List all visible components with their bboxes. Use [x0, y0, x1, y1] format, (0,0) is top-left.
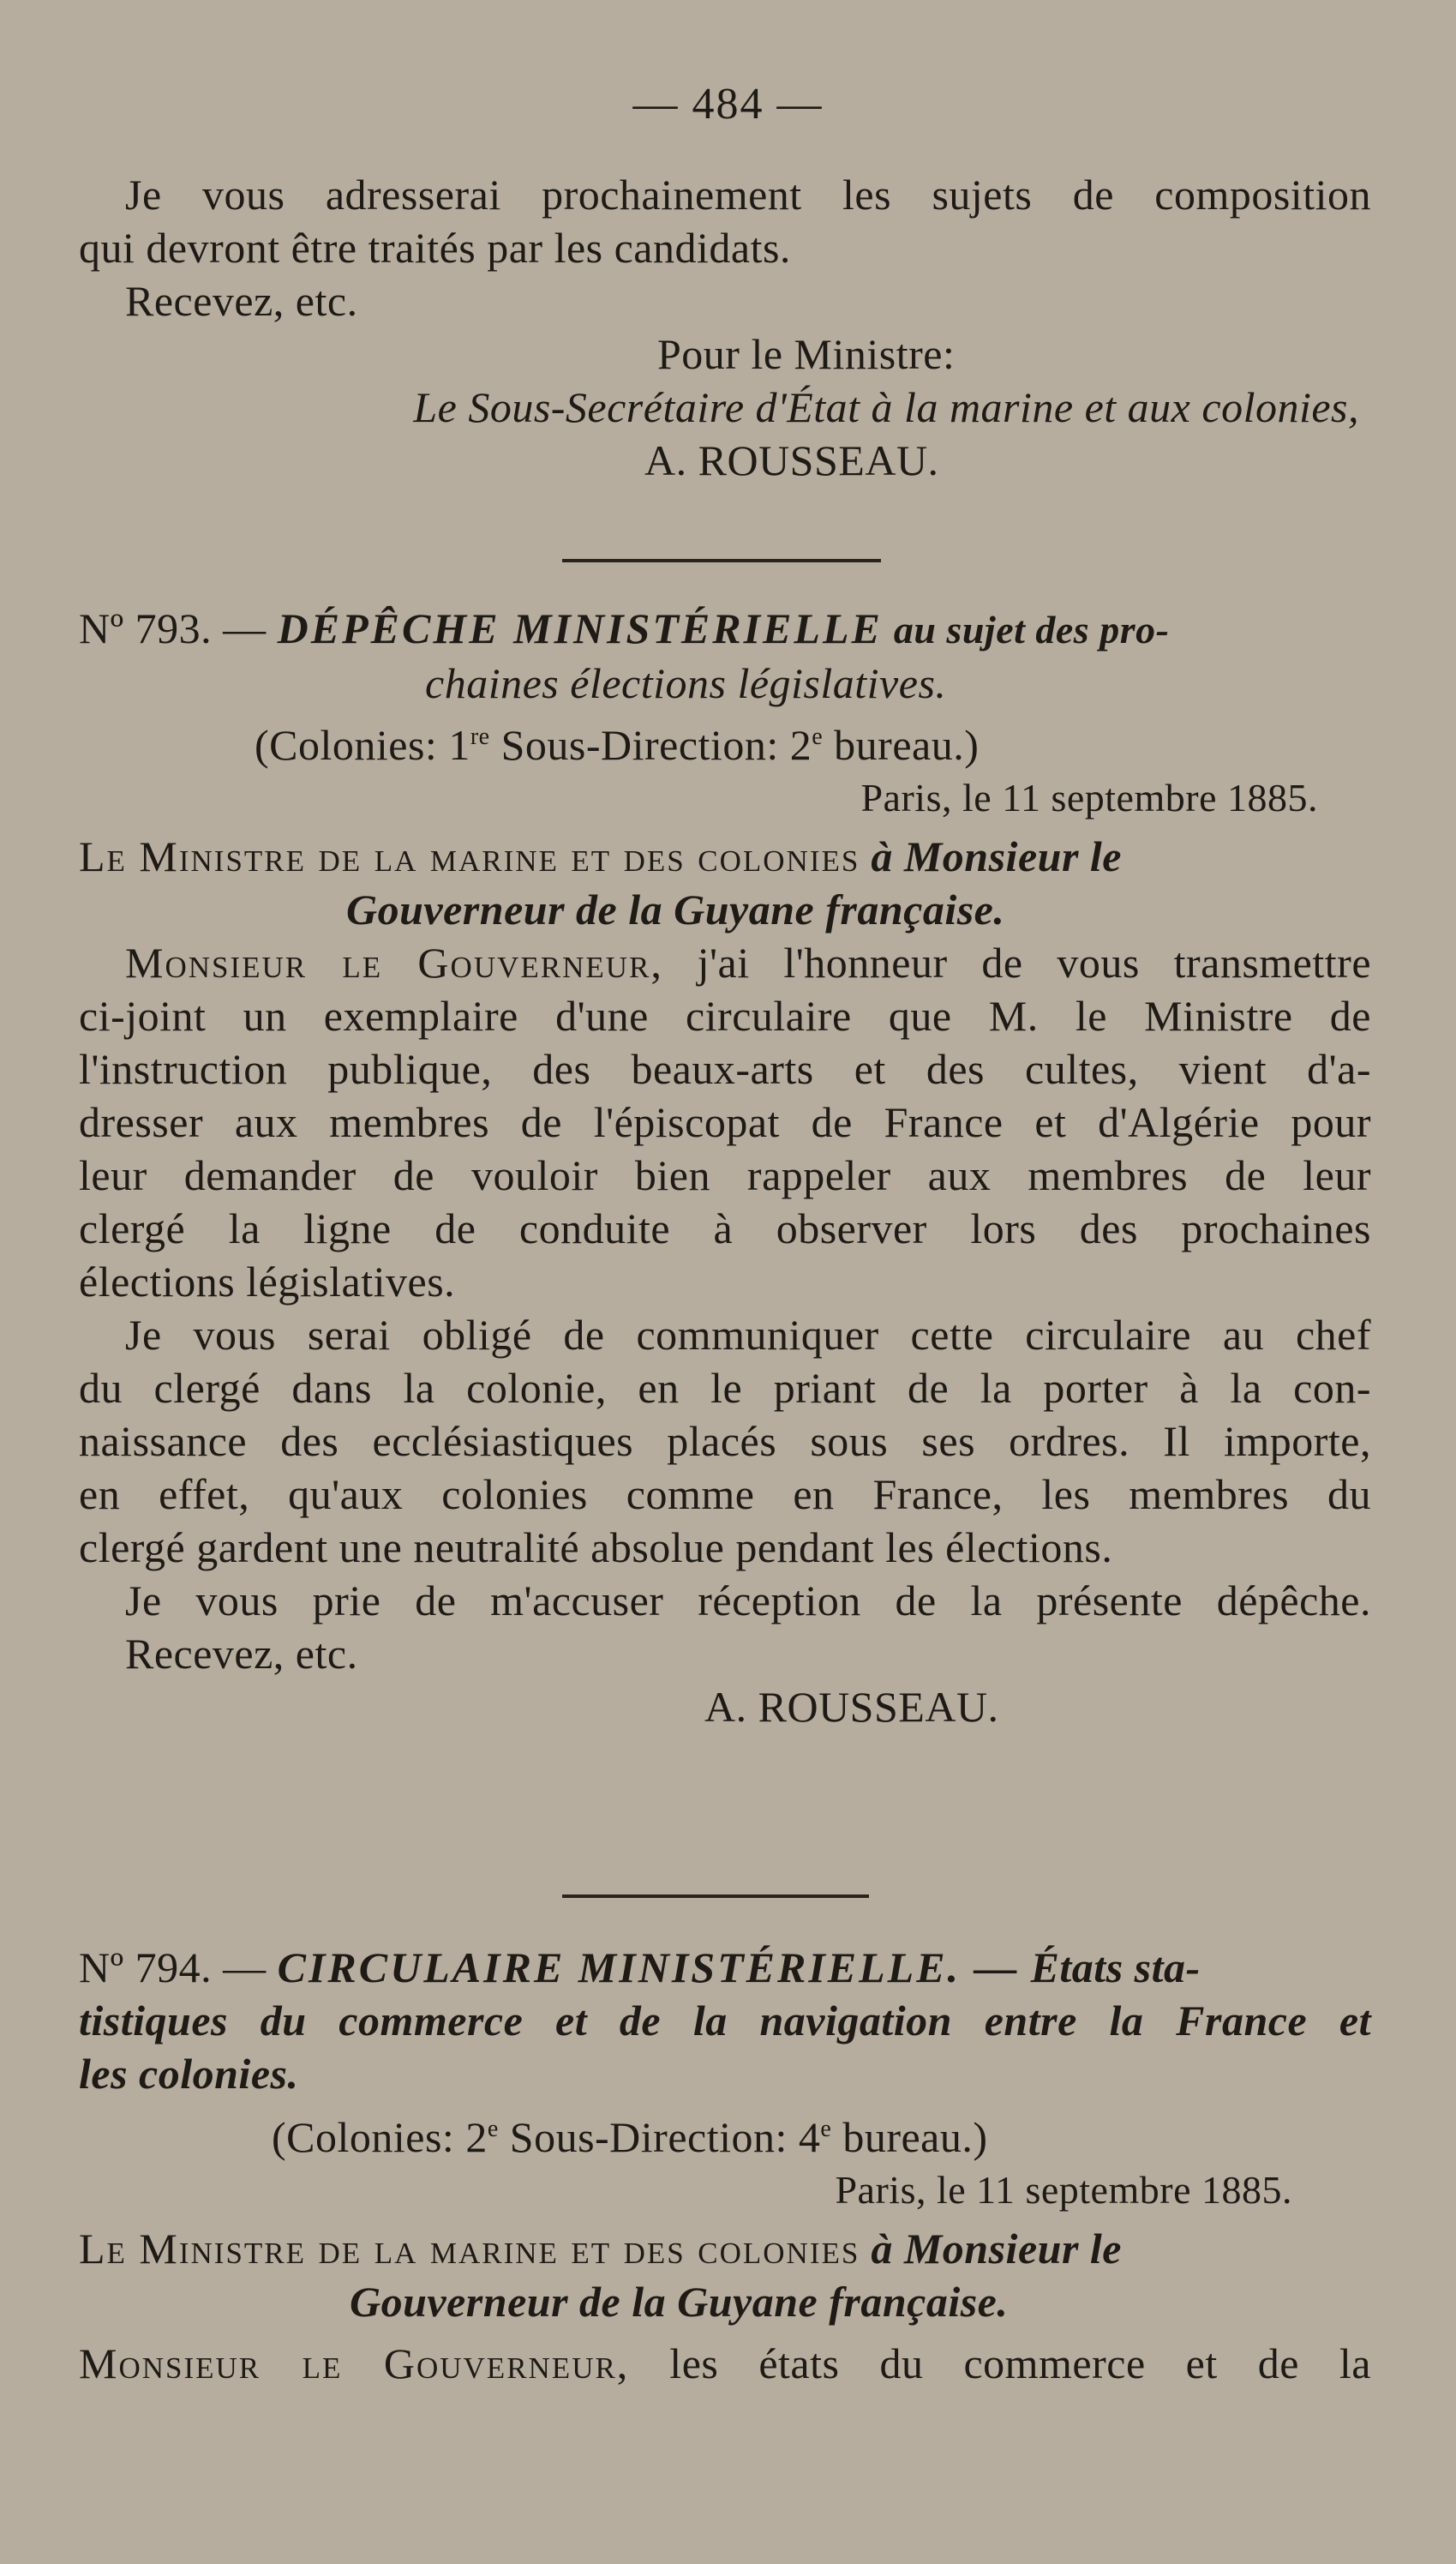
body-line: clergé gardent une neutralité absolue pendant les élections. [79, 1523, 1113, 1571]
body-line: Je vous serai obligé de communiquer cette circulaire au chef [125, 1311, 1371, 1359]
address-line: Le Ministre de la marine et des colonies à Monsieur le [79, 832, 1122, 880]
signature: A. ROUSSEAU. [644, 436, 939, 484]
text-line: Recevez, etc. [125, 277, 358, 325]
section-subject-cont: tistiques du commerce et de la navigation entre la France et [79, 1997, 1371, 2045]
section-793 [79, 602, 1371, 1733]
section-subject: au sujet des pro- [893, 608, 1170, 652]
body-line: clergé la ligne de conduite à observer lors des prochaines [79, 1204, 1371, 1252]
date-line: Paris, le 11 septembre 1885. [835, 2168, 1292, 2212]
direction-line: (Colonies: 2e Sous-Direction: 4e bureau.) [272, 2113, 988, 2161]
text-line: Je vous adresserai prochainement les sujets de composition [125, 171, 1371, 219]
section-title: CIRCULAIRE MINISTÉRIELLE. — [277, 1943, 1020, 1991]
body-line: naissance des ecclésiastiques placés sous ses ordres. Il importe, [79, 1417, 1371, 1465]
direction-line: (Colonies: 1re Sous-Direction: 2e bureau.) [255, 721, 980, 769]
section-number: Nº 794. — [79, 1943, 267, 1991]
continuation-block [79, 168, 1371, 487]
body-line: Je vous prie de m'accuser réception de la présente dépêche. [125, 1576, 1371, 1624]
signature: A. ROUSSEAU. [704, 1683, 999, 1731]
body-line: l'instruction publique, des beaux-arts et des cultes, vient d'a- [79, 1045, 1371, 1093]
text-line: qui devront être traités par les candidats. [79, 224, 791, 272]
body-line: leur demander de vouloir bien rappeler aux membres de leur [79, 1151, 1371, 1199]
address-line: Le Ministre de la marine et des colonies à Monsieur le [79, 2225, 1122, 2273]
section-title: DÉPÊCHE MINISTÉRIELLE [277, 604, 883, 652]
body-line: ci-joint un exemplaire d'une circulaire que M. le Ministre de [79, 992, 1371, 1040]
section-794 [79, 1941, 1371, 2390]
section-number: Nº 793. — [79, 604, 267, 652]
section-divider [562, 559, 881, 562]
address-line-cont: Gouverneur de la Guyane française. [346, 886, 1005, 934]
signatory-title: Le Sous-Secrétaire d'État à la marine et aux colonies, [413, 383, 1359, 431]
body-line: Monsieur le Gouverneur, les états du commerce et de la [79, 2339, 1371, 2387]
body-line: Monsieur le Gouverneur, j'ai l'honneur de vous transmettre [125, 939, 1372, 987]
address-line-cont: Gouverneur de la Guyane française. [350, 2278, 1009, 2326]
section-subject-cont: les colonies. [79, 2050, 299, 2098]
page-number: — 484 — [632, 80, 824, 129]
section-divider [562, 1894, 869, 1898]
body-line: élections législatives. [79, 1258, 456, 1306]
section-subject-cont: chaines élections législatives. [425, 659, 947, 707]
body-line: en effet, qu'aux colonies comme en France, les membres du [79, 1470, 1371, 1518]
text-line: Pour le Ministre: [657, 330, 956, 378]
body-line: du clergé dans la colonie, en le priant de la porter à la con- [79, 1364, 1371, 1412]
date-line: Paris, le 11 septembre 1885. [860, 776, 1318, 820]
body-line: Recevez, etc. [125, 1630, 358, 1678]
body-line: dresser aux membres de l'épiscopat de France et d'Algérie pour [79, 1098, 1371, 1146]
section-subject: États sta- [1030, 1943, 1201, 1991]
